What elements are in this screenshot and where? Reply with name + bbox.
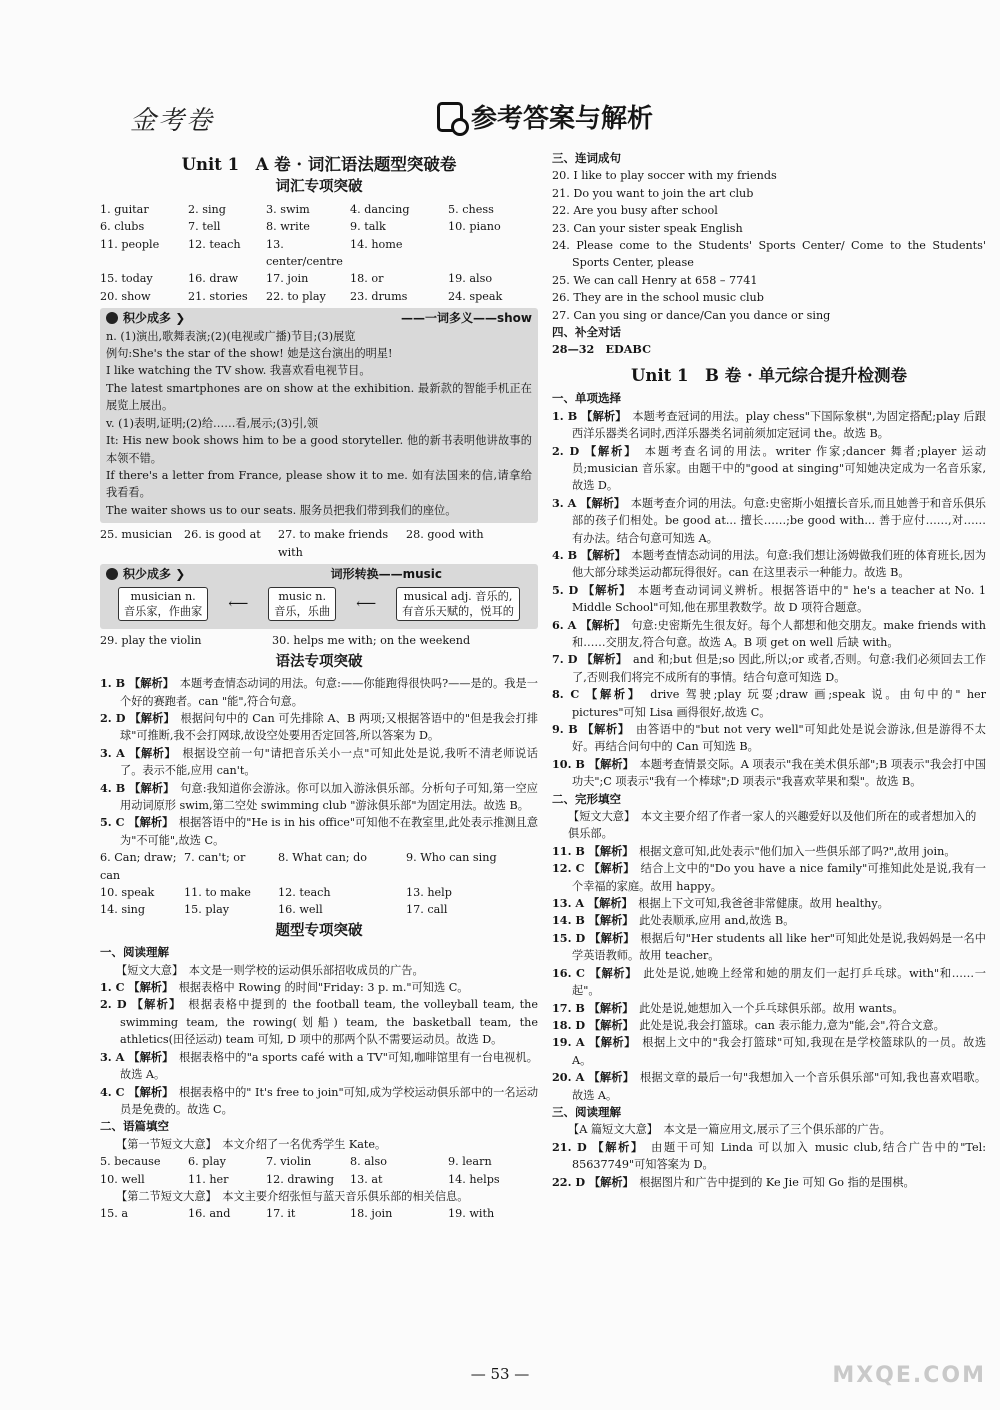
cloze-answer: 9. learn — [448, 1155, 492, 1169]
arrow-left-icon: ⟵ — [356, 595, 377, 612]
explain-tag: 【解析】 — [588, 757, 629, 771]
sentence-answers — [552, 167, 986, 324]
reading-explanation — [100, 1049, 538, 1084]
vocab-answer: 26. is good at — [184, 528, 261, 542]
explain-text: 本题考查名词的用法。writer 作家;dancer 舞者;player 运动员;musician 音乐家。由题干中的"good at singing"可知她决定成为一名音乐家,故选 D。 — [572, 444, 987, 493]
dialog-answer: 28—32 EDABC — [552, 342, 651, 357]
cloze-answer: 13. at — [350, 1172, 383, 1186]
grammar-explanation — [100, 710, 538, 745]
answer-key: 1. C — [100, 980, 129, 995]
watermark-logo: MXQE.COM — [832, 1363, 986, 1388]
explain-tag: 【解析】 — [582, 583, 626, 597]
grammar-answer: 7. can't; or — [184, 851, 246, 865]
cloze-explanation — [552, 860, 986, 895]
explain-tag: 【解析】 — [580, 618, 620, 632]
grammar-answer: 6. Can; draw; can — [100, 851, 177, 882]
explain-tag: 【解析】 — [129, 746, 171, 760]
explain-tag: 【解析】 — [585, 688, 637, 702]
explain-tag: 【解析】 — [582, 723, 625, 736]
explain-text: 根据表格中 Rowing 的时间"Friday: 3 p. m."可知选 C。 — [167, 981, 469, 995]
cloze-explanation — [552, 965, 986, 1000]
grammar-explanation — [100, 745, 538, 780]
tip-line: It: His new book shows him to be a good storyteller. 他的新书表明他讲故事的本领不错。 — [106, 434, 532, 465]
vocab-answer: 8. write — [266, 220, 310, 234]
explain-text: 本题考查介词的用法。句意:史密斯小姐擅长音乐,而且她善于和音乐俱乐部的孩子们相处。be good at... 擅长……;be good with... 善于应付……,对……有办法。结合句意可知选 A。 — [572, 496, 986, 545]
unit-b-title: Unit 1 B 卷 · 单元综合提升检测卷 — [631, 365, 907, 385]
grammar-answers-14-17 — [100, 901, 538, 918]
answer-key: 21. D — [552, 1139, 593, 1154]
brand-logo: 金考卷 — [130, 106, 215, 136]
lightbulb-icon — [106, 568, 118, 580]
explain-tag: 【解析】 — [588, 1175, 629, 1189]
explain-text: 根据表格中提到的 the football team, the volleyball team, the swimming team, the rowing(划船) team, the basketball team, the athletics(田径运动) team 可知, D 项中的那两个队不需要运动员。故选 D。 — [120, 998, 539, 1047]
vocab-answer: 11. people — [100, 237, 160, 251]
vocab-answer: 27. to make friends with — [278, 528, 389, 559]
reading-answers — [100, 979, 538, 1118]
grammar-answer: 9. Who can sing — [406, 851, 497, 865]
vocab-answer: 6. clubs — [100, 220, 145, 234]
reading-explanation — [100, 1084, 538, 1119]
explain-text: 本题考查冠词的用法。play chess"下国际象棋",为固定搭配;play 后跟西洋乐器类名词时,西洋乐器类名词前须加定冠词 the。故选 B。 — [572, 409, 986, 441]
explain-text: 此处表顺承,应用 and,故选 B。 — [627, 914, 795, 928]
answer-key: 16. C — [552, 965, 590, 980]
reading-summary: 【短文大意】 本文是一则学校的运动俱乐部招收成员的广告。 — [116, 963, 424, 977]
cloze-answer: 12. drawing — [266, 1172, 335, 1186]
tip-box2-subtitle: 词形转换——music — [330, 566, 442, 581]
page-number: — 53 — — [470, 1365, 530, 1383]
left-column — [100, 150, 538, 1223]
reading-heading: 一、阅读理解 — [100, 945, 169, 960]
explain-tag: 【解析】 — [128, 1050, 168, 1064]
vocab-answers-29-30 — [100, 632, 538, 649]
answer-key: 2. D — [100, 997, 132, 1012]
answer-key: 15. D — [552, 930, 590, 945]
vocab-answer: 21. stories — [188, 289, 248, 303]
explain-text: 由答语中的"but not very well"可知此处是说会游泳,但是游得不太好。再结合问句中的 Can 可知选 B。 — [572, 723, 986, 754]
vocab-answer: 22. to play — [266, 289, 326, 303]
answer-book-icon — [437, 102, 463, 132]
explain-tag: 【解析】 — [129, 781, 169, 795]
answer-key: 17. B — [552, 1000, 589, 1015]
explain-tag: 【解析】 — [131, 998, 176, 1012]
explain-text: 根据文意可知,此处表示"他们加入一些俱乐部了吗?",故用 join。 — [627, 844, 956, 858]
word-form-diagram — [106, 583, 532, 625]
vocab-answer: 28. good with — [406, 528, 484, 542]
cloze-answers-10-14 — [100, 1171, 538, 1188]
explain-tag: 【解析】 — [588, 914, 628, 928]
reading-explanation — [100, 996, 538, 1048]
vocab-answer — [448, 236, 538, 271]
answer-key: 3. A — [100, 1049, 129, 1064]
explain-text: 本题考查情态动词的用法。句意:我们想让汤姆做我们班的体育班长,因为他大部分球类运动都玩得很好。can 在这里表示一种能力。故选 B。 — [572, 548, 987, 580]
cloze-b-summary: 【短文大意】 本文主要介绍了作者一家人的兴趣爱好以及他们所在的或者想加入的俱乐部。 — [568, 810, 977, 841]
mc-explanation — [552, 495, 986, 547]
explain-tag: 【解析】 — [128, 981, 168, 995]
cloze-explanation — [552, 1000, 986, 1017]
explain-tag: 【解析】 — [129, 677, 169, 691]
answer-key: 5. C — [100, 815, 129, 830]
cloze-answer: 19. with — [448, 1207, 495, 1221]
explain-tag: 【解析】 — [588, 1071, 629, 1085]
answer-key: 3. A — [100, 745, 130, 760]
mc-heading: 一、单项选择 — [552, 391, 621, 406]
answer-key: 7. D — [552, 652, 582, 667]
reading-b-explanation — [552, 1139, 986, 1174]
grammar-answer: 8. What can; do — [278, 851, 368, 865]
sentence-heading: 三、连词成句 — [552, 151, 621, 165]
lightbulb-icon — [106, 312, 118, 324]
explain-text: 根据问句中的 Can 可先排除 A、B 两项;又根据答语中的"但是我会打排球"可推断,我不会打网球,故设空处要用否定回答,所以答案为 D。 — [120, 711, 538, 743]
cloze-explanation — [552, 912, 986, 929]
explain-tag: 【解析】 — [128, 816, 168, 830]
vocab-answer: 5. chess — [448, 202, 494, 216]
grammar-answer: 17. call — [406, 903, 448, 917]
explain-text: 根据设空前一句"请把音乐关小一点"可知此处是说,我听不清老师说话了。表示不能,应用 can't。 — [120, 746, 538, 778]
explain-text: 根据上文中的"我会打篮球"可知,我现在是学校篮球队的一员。故选 A。 — [572, 1036, 987, 1067]
vocab-section-title: 词汇专项突破 — [275, 179, 363, 196]
explain-tag: 【解析】 — [588, 862, 630, 876]
answer-key: 4. B — [552, 547, 581, 562]
cloze-answer: 14. helps — [448, 1172, 500, 1186]
vocab-answer: 13. center/centre — [266, 237, 343, 269]
explain-text: 本题考查动词词义辨析。根据答语中的" he's a teacher at No. 1 Middle School"可知,他在那里教数学。故 D 项符合题意。 — [572, 583, 986, 615]
reading-explanation — [100, 979, 538, 996]
answer-key: 19. A — [552, 1035, 590, 1050]
vocab-answer: 24. speak — [448, 289, 503, 303]
explain-tag: 【解析】 — [588, 1018, 629, 1032]
mc-answers — [552, 408, 986, 791]
explain-text: 根据表格中的" It's free to join"可知,成为学校运动俱乐部中的一名运动员是免费的。故选 C。 — [120, 1085, 539, 1116]
sentence-answer: 25. We can call Henry at 658 – 7741 — [552, 273, 758, 287]
tip-line: 例句:She's the star of the show! 她是这台演出的明星! — [106, 347, 393, 361]
grammar-explanation — [100, 780, 538, 815]
explain-tag: 【解析】 — [589, 966, 632, 980]
vocab-answer: 3. swim — [266, 202, 310, 216]
explain-text: 根据上下文可知,我爸爸非常健康。故用 healthy。 — [627, 897, 889, 911]
answer-key: 22. D — [552, 1174, 589, 1189]
answer-key: 8. C — [552, 687, 586, 702]
grammar-explanation — [100, 814, 538, 849]
explain-tag: 【解析】 — [581, 409, 621, 423]
vocab-answer: 14. home — [350, 237, 403, 251]
cloze-answer: 16. and — [188, 1207, 231, 1221]
sentence-answer: 23. Can your sister speak English — [552, 221, 743, 235]
tip-box-title: 积少成多 — [123, 311, 172, 326]
explain-text: 句意:我知道你会游泳。你可以加入游泳俱乐部。分析句子可知,第一空应用动词原形 swim,第二空处 swimming club "游泳俱乐部"为固定用法。故选 B。 — [120, 781, 538, 812]
word-form-box: musician n. 音乐家，作曲家 — [118, 587, 208, 621]
sentence-answer: 26. They are in the school music club — [552, 291, 764, 305]
answer-key: 11. B — [552, 843, 589, 858]
grammar-section-title: 语法专项突破 — [275, 653, 363, 670]
answer-key: 3. A — [552, 495, 581, 510]
cloze-answer: 6. play — [188, 1155, 226, 1169]
mc-explanation — [552, 651, 986, 686]
answer-key: 10. B — [552, 756, 589, 771]
explain-text: 根据后句"Her students all like her"可知此处是说,我妈妈是一名中学英语教师。故用 teacher。 — [572, 931, 986, 963]
explain-tag: 【解析】 — [581, 653, 622, 667]
vocab-answer: 4. dancing — [350, 202, 410, 216]
sentence-answer: 24. Please come to the Students' Sports Center/ Come to the Students' Sports Center, please — [552, 239, 986, 270]
answer-key: 1. B — [552, 408, 582, 423]
explain-text: 此处是说,我会打篮球。can 表示能力,意为"能,会",符合文意。 — [628, 1018, 945, 1032]
cloze-answer: 5. because — [100, 1155, 161, 1169]
reading-b-heading: 三、阅读理解 — [552, 1104, 621, 1119]
explain-text: drive 驾驶;play 玩耍;draw 画;speak 说。由句中的" her pictures"可知 Lisa 画得很好,故选 C。 — [572, 688, 986, 719]
tip-box-subtitle: ——一词多义——show — [400, 311, 532, 326]
cloze-answers-15-19 — [100, 1205, 538, 1222]
explain-text: 此处是说,她想加入一个乒乓球俱乐部。故用 wants。 — [627, 1001, 904, 1015]
vocab-answer: 15. today — [100, 272, 153, 286]
vocab-answers — [100, 201, 538, 305]
answer-key: 14. B — [552, 913, 589, 928]
vocab-answer: 1. guitar — [100, 202, 149, 216]
cloze-heading: 二、语篇填空 — [100, 1119, 169, 1134]
answer-key: 18. D — [552, 1017, 589, 1032]
cloze-explanation — [552, 1017, 986, 1034]
explain-text: 此处是说,她晚上经常和她的朋友们一起打乒乓球。with"和……一起"。 — [572, 966, 986, 998]
cloze-summary-2: 【第二节短文大意】 本文主要介绍张恒与蓝天音乐俱乐部的相关信息。 — [116, 1189, 469, 1203]
grammar-answers-6-9 — [100, 849, 538, 884]
sentence-answer: 21. Do you want to join the art club — [552, 186, 754, 200]
cloze-answer: 15. a — [100, 1207, 129, 1221]
reading-b-answers — [552, 1139, 986, 1191]
cloze-summary-1: 【第一节短文大意】 本文介绍了一名优秀学生 Kate。 — [116, 1137, 387, 1151]
answer-key: 2. D — [552, 443, 585, 458]
explain-tag: 【解析】 — [584, 444, 632, 458]
tip-line: The latest smartphones are on show at the exhibition. 最新款的智能手机正在展览上展出。 — [106, 381, 532, 413]
vocab-answer: 18. or — [350, 272, 384, 286]
type-section-title: 题型专项突破 — [275, 922, 363, 939]
tip-line: I like watching the TV show. 我喜欢看电视节目。 — [106, 364, 371, 378]
cloze-answer: 11. her — [188, 1172, 229, 1186]
vocab-answer: 7. tell — [188, 220, 221, 234]
explain-tag: 【解析】 — [592, 1140, 639, 1154]
explain-text: 由题干可知 Linda 可以加入 music club,结合广告中的"Tel: 85637749"可知答案为 D。 — [572, 1140, 986, 1172]
vocab-answer: 16. draw — [188, 272, 239, 286]
tip-line: n. (1)演出,歌舞表演;(2)(电视或广播)节目;(3)展览 — [106, 329, 356, 343]
explain-tag: 【解析】 — [580, 496, 620, 510]
explain-tag: 【解析】 — [589, 1036, 631, 1050]
vocab-answer: 20. show — [100, 289, 151, 303]
vocab-answers-25-28 — [100, 526, 538, 561]
grammar-answers — [100, 675, 538, 849]
grammar-answer: 10. speak — [100, 886, 155, 900]
page-title: 参考答案与解析 — [471, 104, 654, 134]
answer-key: 9. B — [552, 722, 583, 736]
vocab-answer: 10. piano — [448, 220, 501, 234]
tip-box-body — [106, 328, 532, 519]
explain-tag: 【解析】 — [588, 1001, 628, 1015]
explain-text: 本题考查情景交际。A 项表示"我在美术俱乐部";B 项表示"我会打中国功夫";C 项表示"我有一个棒球";D 项表示"我喜欢苹果和梨"。故选 B。 — [572, 757, 987, 789]
grammar-explanation — [100, 675, 538, 710]
tip-box2-header: 积少成多 ❯ 词形转换——music — [106, 566, 532, 583]
grammar-answer: 12. teach — [278, 886, 331, 900]
vocab-answer: 25. musician — [100, 528, 173, 542]
mc-explanation — [552, 756, 986, 791]
explain-text: 根据答语中的"He is in his office"可知他不在教室里,此处表示推测且意为"不可能",故选 C。 — [120, 816, 539, 847]
cloze-answer: 7. violin — [266, 1155, 312, 1169]
tip-line: If there's a letter from France, please show it to me. 如有法国来的信,请拿给我看看。 — [106, 468, 532, 500]
tip-box-show — [100, 308, 538, 523]
sentence-answer: 22. Are you busy after school — [552, 204, 718, 218]
cloze-explanation — [552, 930, 986, 965]
answer-key: 13. A — [552, 896, 588, 911]
cloze-answer: 8. also — [350, 1155, 387, 1169]
cloze-answer: 18. join — [350, 1207, 393, 1221]
cloze-answers-5-9 — [100, 1153, 538, 1170]
explain-tag: 【解析】 — [587, 897, 628, 911]
answer-key: 5. D — [552, 582, 583, 597]
answer-key: 1. B — [100, 676, 130, 691]
answer-key: 20. A — [552, 1070, 589, 1085]
grammar-answers-10-13 — [100, 884, 538, 901]
explain-text: 根据文章的最后一句"我想加入一个音乐俱乐部"可知,我也喜欢唱歌。故选 A。 — [572, 1071, 987, 1102]
explain-text: 句意:史密斯先生很友好。每个人都想和他交朋友。make friends with 和……交朋友,符合句意。故选 A。B 项 get on well 后缺 with。 — [572, 618, 986, 649]
cloze-answer: 17. it — [266, 1207, 296, 1221]
explain-tag: 【解析】 — [589, 931, 630, 945]
sentence-answer: 27. Can you sing or dance/Can you dance or sing — [552, 308, 831, 322]
tip-box-header: 积少成多 ❯ ——一词多义——show — [106, 310, 532, 327]
explain-tag: 【解析】 — [580, 548, 621, 562]
explain-text: 结合上文中的"Do you have a nice family"可推知此处是说,我有一个幸福的家庭。故用 happy。 — [572, 862, 986, 893]
vocab-answer: 19. also — [448, 272, 493, 286]
mc-explanation — [552, 408, 986, 443]
answer-key: 12. C — [552, 861, 589, 876]
answer-key: 6. A — [552, 617, 581, 632]
vocab-answer: 29. play the violin — [100, 634, 202, 648]
mc-explanation — [552, 617, 986, 652]
explain-text: 根据表格中的"a sports café with a TV"可知,咖啡馆里有一台电视机。故选 A。 — [120, 1050, 538, 1082]
cloze-answer: 10. well — [100, 1172, 145, 1186]
grammar-answer: 16. well — [278, 903, 323, 917]
mc-explanation — [552, 721, 986, 756]
vocab-answer: 12. teach — [188, 237, 241, 251]
dialog-heading: 四、补全对话 — [552, 325, 621, 340]
grammar-answer: 15. play — [184, 903, 230, 917]
explain-text: 本题考查情态动词的用法。句意:——你能跑得很快吗?——是的。我是一个好的赛跑者。can "能",符合句意。 — [120, 677, 538, 708]
cloze-b-heading: 二、完形填空 — [552, 791, 621, 806]
tip-line: v. (1)表明,证明;(2)给……看,展示;(3)引,领 — [106, 416, 319, 430]
grammar-answer: 13. help — [406, 886, 452, 900]
cloze-b-answers — [552, 843, 986, 1104]
grammar-answer: 11. to make — [184, 886, 251, 900]
cloze-explanation — [552, 1034, 986, 1069]
right-column — [552, 150, 986, 1191]
vocab-answer: 23. drums — [350, 289, 408, 303]
word-form-box: musical adj. 音乐的, 有音乐天赋的，悦耳的 — [396, 587, 520, 621]
mc-explanation — [552, 547, 986, 582]
answer-key: 2. D — [100, 710, 130, 725]
cloze-explanation — [552, 895, 986, 912]
explain-text: 根据图片和广告中提到的 Ke Jie 可知 Go 指的是围棋。 — [628, 1175, 915, 1189]
arrow-left-icon: ⟵ — [228, 595, 249, 612]
vocab-answer: 30. helps me with; on the weekend — [272, 634, 471, 648]
cloze-explanation — [552, 843, 986, 860]
vocab-answer: 9. talk — [350, 220, 386, 234]
page-title-block — [437, 98, 653, 135]
mc-explanation — [552, 443, 986, 495]
grammar-answer: 14. sing — [100, 903, 146, 917]
tip-box-music — [100, 564, 538, 629]
explain-text: and 和;but 但是;so 因此,所以;or 或者,否则。句意:我们必须回去工作了,否则我们将完不成所有的事情。结合句意可知选 D。 — [572, 653, 987, 684]
explain-tag: 【解析】 — [128, 1085, 168, 1099]
explain-tag: 【解析】 — [129, 711, 170, 725]
tip-box2-title: 积少成多 — [123, 566, 172, 581]
vocab-answer: 2. sing — [188, 202, 226, 216]
cloze-explanation — [552, 1069, 986, 1104]
tip-line: The waiter shows us to our seats. 服务员把我们带到我们的座位。 — [106, 503, 457, 517]
reading-b-explanation — [552, 1174, 986, 1191]
word-form-box: music n. 音乐，乐曲 — [268, 587, 336, 621]
mc-explanation — [552, 686, 986, 721]
answer-key: 4. B — [100, 780, 130, 795]
explain-tag: 【解析】 — [588, 844, 628, 858]
unit-a-title: Unit 1 A 卷 · 词汇语法题型突破卷 — [181, 155, 457, 174]
answer-key: 4. C — [100, 1084, 129, 1099]
reading-b-summary: 【A 篇短文大意】 本文是一篇应用文,展示了三个俱乐部的广告。 — [568, 1123, 891, 1137]
sentence-answer: 20. I like to play soccer with my friends — [552, 169, 777, 183]
mc-explanation — [552, 582, 986, 617]
vocab-answer: 17. join — [266, 272, 309, 286]
